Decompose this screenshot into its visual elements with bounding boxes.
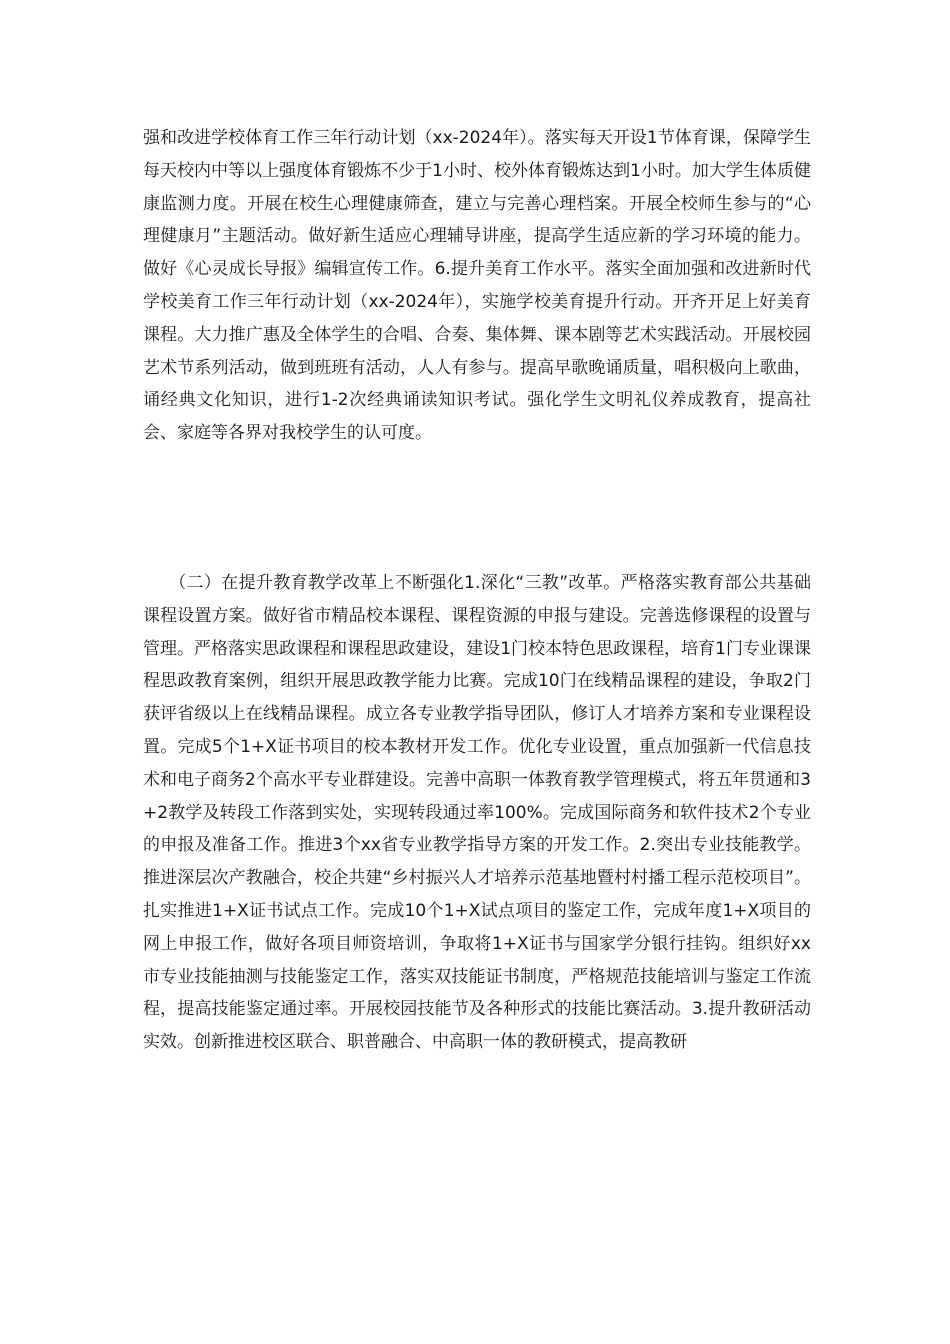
paragraph-teaching-reform: （二）在提升教育教学改革上不断强化1.深化“三教”改革。严格落实教育部公共基础课程设置方案。做好省市精品校本课程、课程资源的申报与建设。完善选修课程的设置与管理。严格落实思政课程和课程思政建设，建设1门校本特色思政课程，培育1门专业课课程思政教育案例，组织开展思政教学能力比赛。完成10门在线精品课程的建设，争取2门获评省级以上在线精品课程。成立各专业教学指导团队，修订人才培养方案和专业课程设置。完成5个1+X证书项目的校本教材开发工作。优化专业设置，重点加强新一代信息技术和电子商务2个高水平专业群建设。完善中高职一体教育教学管理模式，将五年贯通和3+2教学及转段工作落到实处，实现转段通过率100%。完成国际商务和软件技术2个专业的申报及准备工作。推进3个xx省专业教学指导方案的开发工作。2.突出专业技能教学。推进深层次产教融合，校企共建“乡村振兴人才培养示范基地暨村村播工程示范校项目”。扎实推进1+X证书试点工作。完成10个1+X试点项目的鉴定工作，完成年度1+X项目的网上申报工作，做好各项目师资培训，争取将1+X证书与国家学分银行挂钩。组织好xx市专业技能抽测与技能鉴定工作，落实双技能证书制度，严格规范技能培训与鉴定工作流程，提高技能鉴定通过率。开展校园技能节及各种形式的技能比赛活动。3.提升教研活动实效。创新推进校区联合、职普融合、中高职一体的教研模式，提高教研 — [143, 573, 811, 1053]
paragraph-pe-and-arts: 强和改进学校体育工作三年行动计划（xx-2024年）。落实每天开设1节体育课，保障学生每天校内中等以上强度体育锻炼不少于1小时、校外体育锻炼达到1小时。加大学生体质健康监测力度。开展在校生心理健康筛查，建立与完善心理档案。开展全校师生参与的“心理健康月”主题活动。做好新生适应心理辅导讲座，提高学生适应新的学习环境的能力。做好《心灵成长导报》编辑宣传工作。6.提升美育工作水平。落实全面加强和改进新时代学校美育工作三年行动计划（xx-2024年），实施学校美育提升行动。开齐开足上好美育课程。大力推广惠及全体学生的合唱、合奏、集体舞、课本剧等艺术实践活动。开展校园艺术节系列活动，做到班班有活动，人人有参与。提高早歌晚诵质量，唱积极向上歌曲，诵经典文化知识，进行1-2次经典诵读知识考试。强化学生文明礼仪养成教育，提高社会、家庭等各界对我校学生的认可度。 — [143, 128, 811, 444]
